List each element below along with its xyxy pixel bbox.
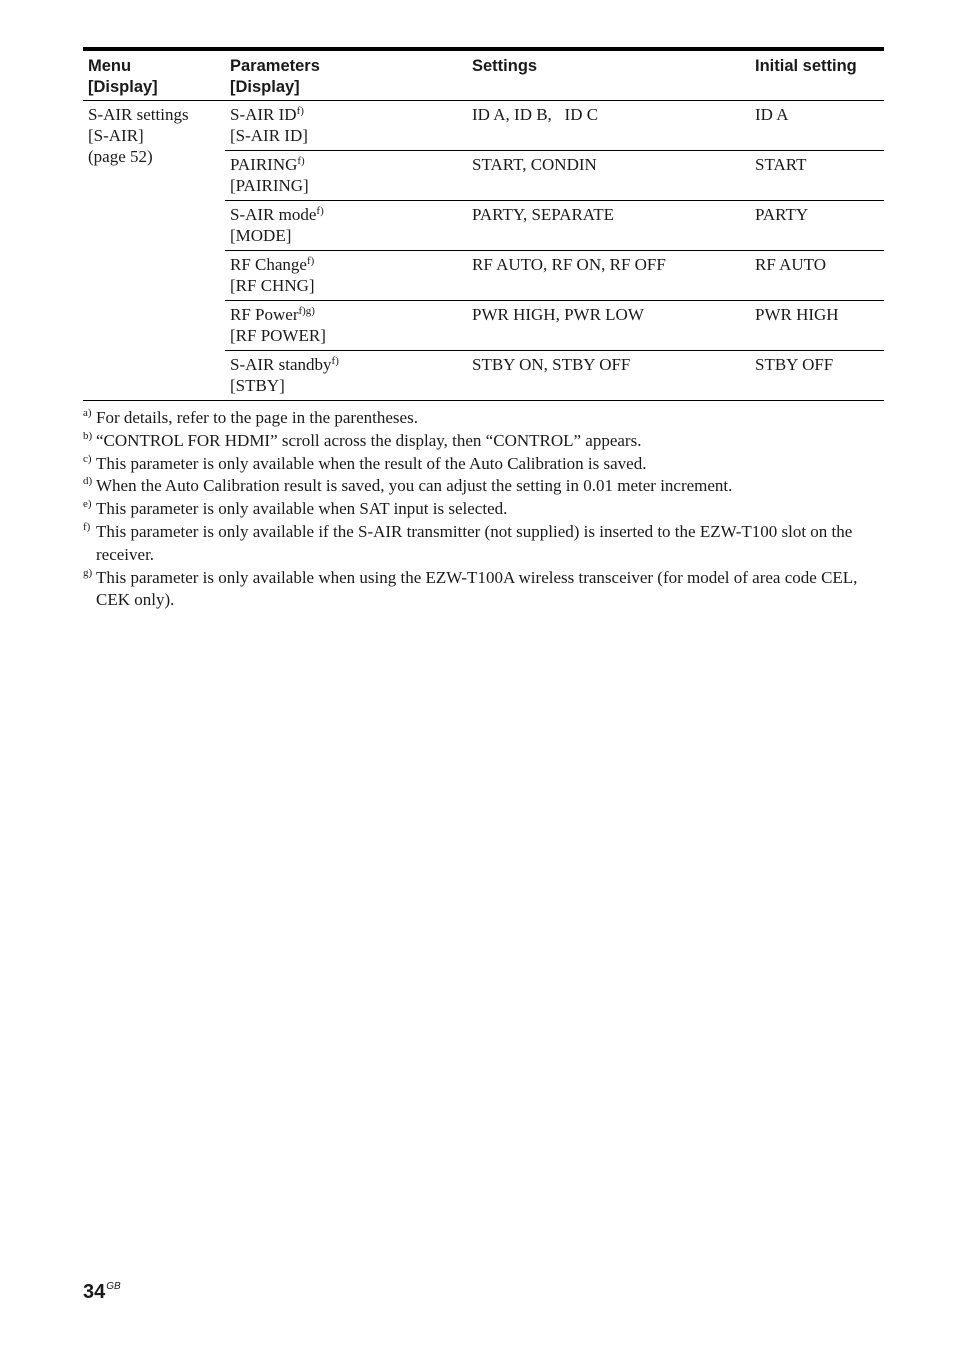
header-parameters-line2: [Display] <box>230 78 300 96</box>
header-menu-line1: Menu <box>88 57 132 75</box>
footnote-mark: b) <box>83 429 93 442</box>
initial-setting-cell: RF AUTO <box>755 255 827 274</box>
footnote-mark: c) <box>83 452 92 465</box>
settings-cell: PARTY, SEPARATE <box>472 205 614 224</box>
footnote-text: “CONTROL FOR HDMI” scroll across the display, then “CONTROL” appears. <box>96 430 642 450</box>
initial-setting-cell: ID A <box>755 105 789 124</box>
parameter-rows <box>225 101 884 401</box>
footnotes <box>83 407 883 612</box>
page-number <box>83 1281 121 1304</box>
parameter-cell <box>230 254 315 296</box>
footnote-mark: a) <box>83 407 92 419</box>
footnote <box>83 498 883 521</box>
parameter-name: S-AIR mode <box>230 205 317 224</box>
footnote-ref: f)g) <box>298 305 315 317</box>
footnote-text: When the Auto Calibration result is saved, you can adjust the setting in 0.01 meter increment. <box>96 476 733 496</box>
menu-page-ref: (page 52) <box>88 147 153 166</box>
menu-name: S-AIR settings <box>88 105 189 124</box>
table-row <box>225 151 884 201</box>
initial-setting-cell: PARTY <box>755 205 809 224</box>
table-row <box>225 351 884 401</box>
page-number-suffix: GB <box>106 1281 121 1292</box>
parameter-name: RF Power <box>230 305 299 324</box>
footnote <box>83 567 883 613</box>
footnote-text: This parameter is only available when the result of the Auto Calibration is saved. <box>96 453 647 473</box>
header-parameters <box>230 56 320 98</box>
header-parameters-line1: Parameters <box>230 57 320 75</box>
parameter-display: [MODE] <box>230 226 292 245</box>
footnote <box>83 475 883 498</box>
s-air-settings-table <box>83 47 884 401</box>
parameter-display: [S-AIR ID] <box>230 126 308 145</box>
initial-setting-cell: START <box>755 155 807 174</box>
header-menu-line2: [Display] <box>88 78 158 96</box>
footnote-mark: f) <box>83 520 91 533</box>
header-menu <box>88 56 158 98</box>
table-row <box>225 301 884 351</box>
table-bottom-rule <box>83 400 884 401</box>
settings-cell: STBY ON, STBY OFF <box>472 355 631 374</box>
initial-setting-cell: PWR HIGH <box>755 305 839 324</box>
footnote-ref: f) <box>297 155 305 167</box>
footnote-mark: d) <box>83 475 93 488</box>
parameter-display: [STBY] <box>230 376 285 395</box>
table-row <box>225 101 884 151</box>
parameter-display: [PAIRING] <box>230 176 309 195</box>
footnote-text: This parameter is only available when using the EZW-T100A wireless transceiver (for model of area code CEL, CEK only). <box>96 567 858 610</box>
footnote-ref: f) <box>331 355 339 367</box>
settings-cell: ID A, ID B, ID C <box>472 105 599 124</box>
footnote <box>83 407 883 430</box>
page-number-value: 34 <box>83 1281 106 1303</box>
parameter-name: S-AIR standby <box>230 355 332 374</box>
settings-cell: PWR HIGH, PWR LOW <box>472 305 644 324</box>
parameter-cell <box>230 354 339 396</box>
footnote-mark: e) <box>83 498 92 511</box>
parameter-cell <box>230 154 309 196</box>
parameter-display: [RF CHNG] <box>230 276 315 295</box>
initial-setting-cell: STBY OFF <box>755 355 834 374</box>
footnote-mark: g) <box>83 566 93 579</box>
table-row <box>225 251 884 301</box>
footnote-ref: f) <box>316 205 324 217</box>
settings-cell: RF AUTO, RF ON, RF OFF <box>472 255 666 274</box>
parameter-name: S-AIR ID <box>230 105 297 124</box>
menu-display: [S-AIR] <box>88 126 144 145</box>
parameter-cell <box>230 304 326 346</box>
footnote-text: This parameter is only available if the S-AIR transmitter (not supplied) is inserted to the EZW-T100 slot on the receiver. <box>96 521 853 564</box>
footnote-text: For details, refer to the page in the parentheses. <box>96 408 418 427</box>
settings-cell: START, CONDIN <box>472 155 597 174</box>
header-initial-setting: Initial setting <box>755 57 857 75</box>
parameter-display: [RF POWER] <box>230 326 326 345</box>
table-header-row <box>83 51 884 101</box>
menu-cell-s-air <box>88 104 223 167</box>
parameter-cell <box>230 204 324 246</box>
parameter-name: RF Change <box>230 255 307 274</box>
table-row <box>225 201 884 251</box>
header-settings: Settings <box>472 57 538 75</box>
footnote <box>83 430 883 453</box>
footnote-ref: f) <box>296 105 304 117</box>
footnote-ref: f) <box>306 255 315 267</box>
footnote-text: This parameter is only available when SAT input is selected. <box>96 499 508 519</box>
footnote <box>83 521 883 567</box>
table-body <box>83 101 884 401</box>
parameter-name: PAIRING <box>230 155 298 174</box>
parameter-cell <box>230 104 308 146</box>
footnote <box>83 453 883 476</box>
